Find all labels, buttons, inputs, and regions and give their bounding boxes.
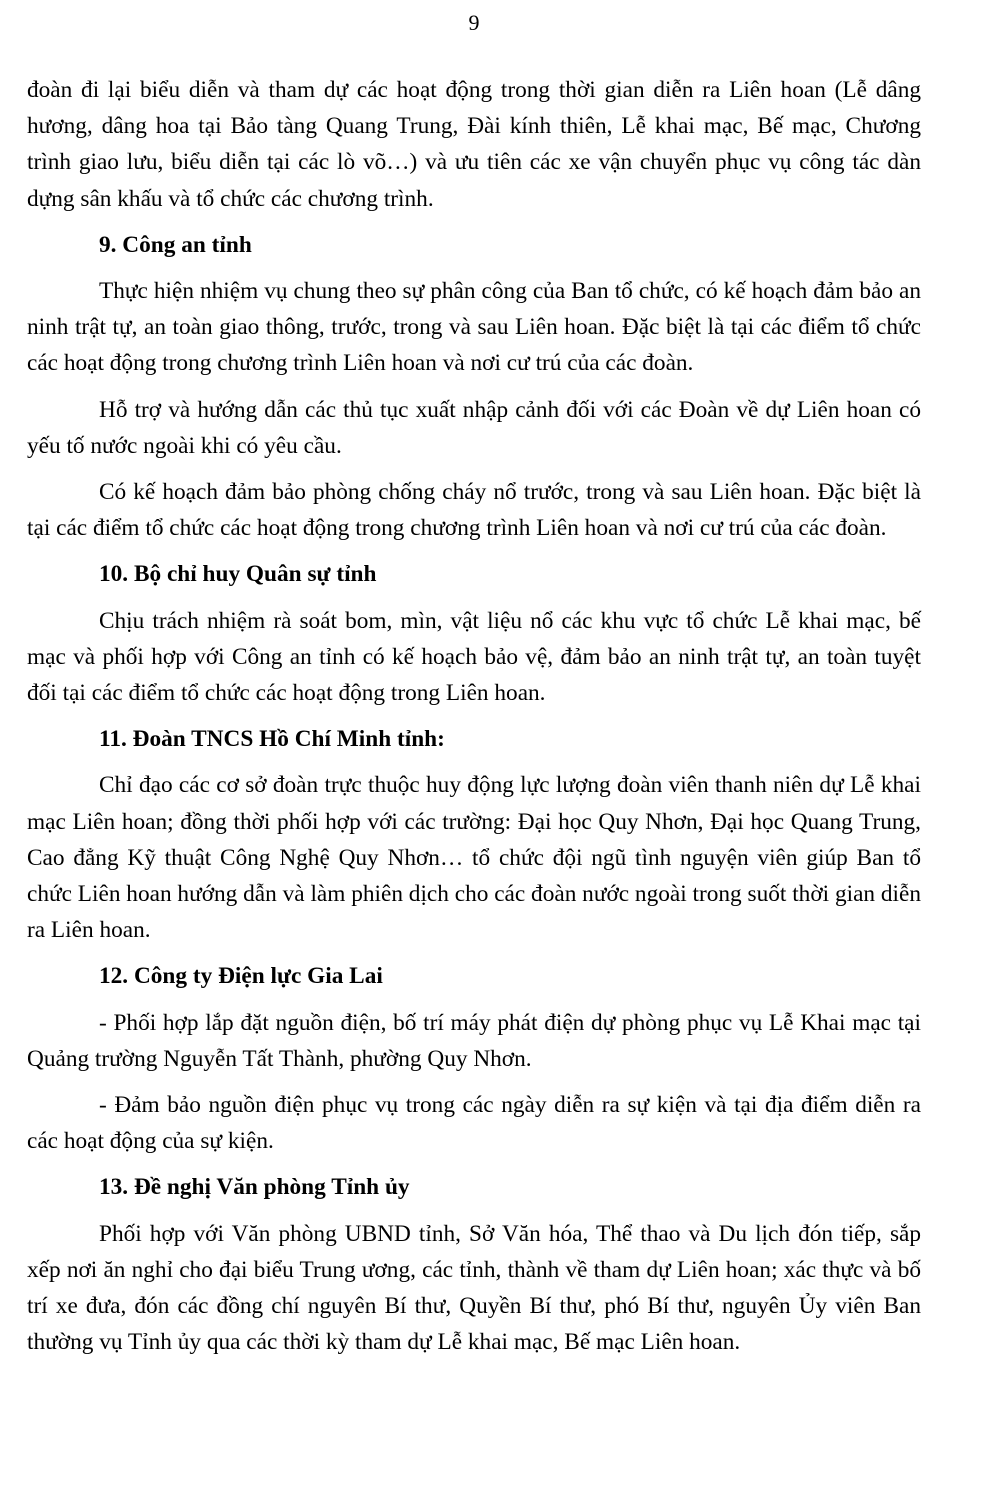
- section-heading-9: 9. Công an tỉnh: [99, 231, 252, 258]
- page-number: 9: [468, 10, 480, 35]
- paragraph-13-1: Phối hợp với Văn phòng UBND tỉnh, Sở Văn hóa, Thể thao và Du lịch đón tiếp, sắp xếp nơi ăn nghỉ cho đại biểu Trung ương, các tỉnh, thành về tham dự Liên hoan; xác thực và bố trí xe đưa, đón các đồng chí nguyên Bí thư, Quyền Bí thư, phó Bí thư, nguyên Ủy viên Ban thường vụ Tỉnh ủy qua các thời kỳ tham dự Lễ khai mạc, Bế mạc Liên hoan.: [27, 1220, 921, 1356]
- section-heading-11: 11. Đoàn TNCS Hồ Chí Minh tỉnh:: [99, 726, 445, 753]
- paragraph-12-2: - Đảm bảo nguồn điện phục vụ trong các ngày diễn ra sự kiện và tại địa điểm diễn ra các hoạt động của sự kiện.: [27, 1092, 921, 1155]
- paragraph-9-3: Có kế hoạch đảm bảo phòng chống cháy nổ trước, trong và sau Liên hoan. Đặc biệt là tại các điểm tổ chức các hoạt động trong chương trình Liên hoan và nơi cư trú của các đoàn.: [27, 479, 921, 542]
- paragraph-12-1: - Phối hợp lắp đặt nguồn điện, bố trí máy phát điện dự phòng phục vụ Lễ Khai mạc tại Quảng trường Nguyễn Tất Thành, phường Quy Nhơn.: [27, 1009, 921, 1072]
- paragraph-10-1: Chịu trách nhiệm rà soát bom, mìn, vật liệu nổ các khu vực tổ chức Lễ khai mạc, bế mạc và phối hợp với Công an tỉnh có kế hoạch bảo vệ, đảm bảo an ninh trật tự, an toàn tuyệt đối tại các điểm tổ chức các hoạt động trong Liên hoan.: [27, 607, 921, 707]
- section-heading-12: 12. Công ty Điện lực Gia Lai: [99, 963, 383, 990]
- paragraph-9-2: Hỗ trợ và hướng dẫn các thủ tục xuất nhập cảnh đối với các Đoàn về dự Liên hoan có yếu tố nước ngoài khi có yêu cầu.: [27, 396, 921, 459]
- paragraph-9-1: Thực hiện nhiệm vụ chung theo sự phân công của Ban tổ chức, có kế hoạch đảm bảo an ninh trật tự, an toàn giao thông, trước, trong và sau Liên hoan. Đặc biệt là tại các điểm tổ chức các hoạt động trong chương trình Liên hoan và nơi cư trú của các đoàn.: [27, 278, 921, 377]
- document-page: [27, 0, 921, 1361]
- paragraph-continuation: đoàn đi lại biểu diễn và tham dự các hoạt động trong thời gian diễn ra Liên hoan (Lễ dâng hương, dâng hoa tại Bảo tàng Quang Trung, Đài kính thiên, Lễ khai mạc, Bế mạc, Chương trình giao lưu, biểu diễn tại các lò võ…) và ưu tiên các xe vận chuyển phục vụ công tác dàn dựng sân khấu và tổ chức các chương trình.: [27, 77, 921, 212]
- section-heading-10: 10. Bộ chỉ huy Quân sự tỉnh: [99, 561, 377, 588]
- paragraph-11-1: Chỉ đạo các cơ sở đoàn trực thuộc huy động lực lượng đoàn viên thanh niên dự Lễ khai mạc Liên hoan; đồng thời phối hợp với các trường: Đại học Quy Nhơn, Đại học Quang Trung, Cao đẳng Kỹ thuật Công Nghệ Quy Nhơn… tổ chức đội ngũ tình nguyện viên giúp Ban tổ chức Liên hoan hướng dẫn và làm phiên dịch cho các đoàn nước ngoài trong suốt thời gian diễn ra Liên hoan.: [27, 772, 921, 944]
- section-heading-13: 13. Đề nghị Văn phòng Tỉnh ủy: [99, 1174, 410, 1201]
